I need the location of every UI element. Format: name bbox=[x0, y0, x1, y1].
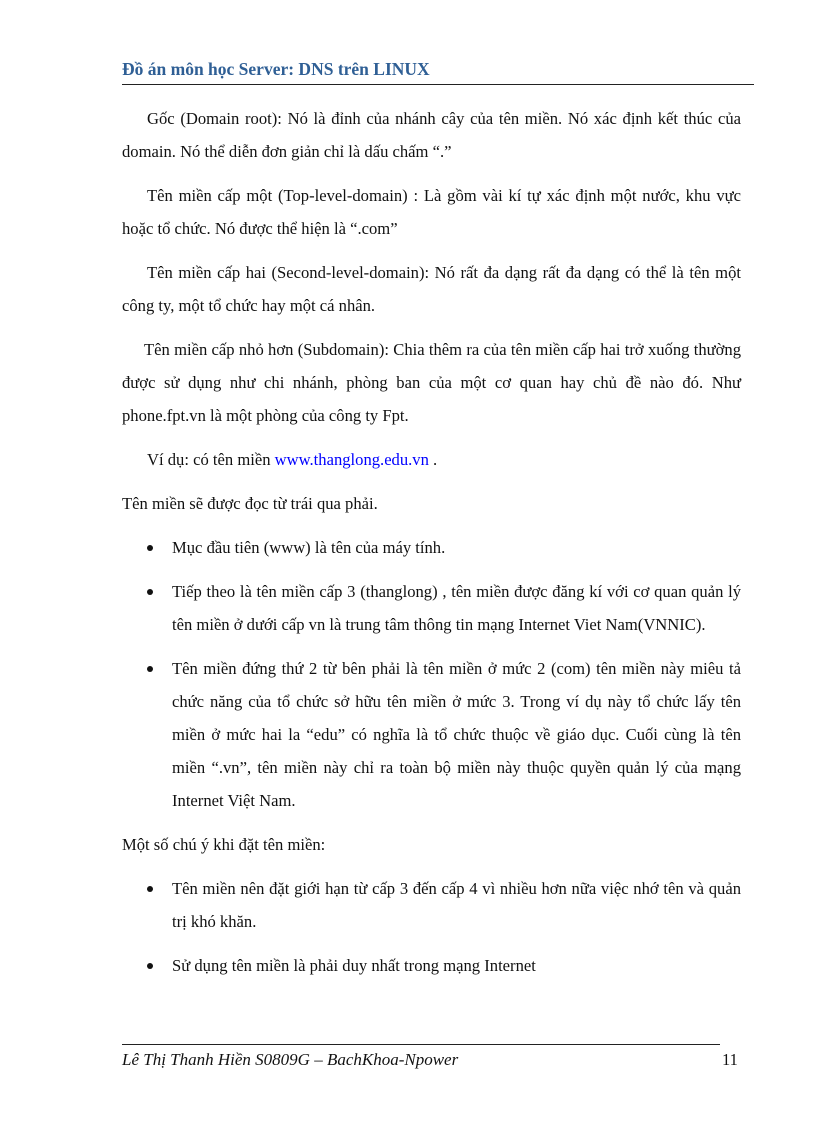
list-item bbox=[122, 531, 741, 564]
example-domain-link[interactable]: www.thanglong.edu.vn bbox=[274, 450, 429, 469]
list-item bbox=[122, 652, 741, 817]
paragraph-read-order: Tên miền sẽ được đọc từ trái qua phải. bbox=[122, 494, 378, 513]
list-item bbox=[122, 575, 741, 641]
list-item-text: Tên miền đứng thứ 2 từ bên phải là tên miền ở mức 2 (com) tên miền này miêu tả chức năng của tổ chức sở hữu tên miền ở mức 3. Trong ví dụ này tổ chức lấy tên miền ở mức hai la “edu” có nghĩa là tổ chức thuộc về giáo dục. Cuối cùng là tên miền “.vn”, tên miền này chỉ ra toàn bộ miền này thuộc quyền quản lý của mạng Internet Việt Nam. bbox=[172, 659, 741, 810]
example-prefix: Ví dụ: có tên miền bbox=[147, 450, 275, 469]
list-item bbox=[122, 949, 741, 982]
page-header bbox=[122, 56, 754, 85]
domain-parts-list bbox=[122, 531, 741, 817]
example-suffix: . bbox=[428, 450, 438, 469]
page-body bbox=[122, 102, 741, 982]
page-number: 11 bbox=[722, 1050, 738, 1069]
naming-notes-list bbox=[122, 872, 741, 982]
paragraph-notes-intro: Một số chú ý khi đặt tên miền: bbox=[122, 835, 326, 854]
list-item bbox=[122, 872, 741, 938]
paragraph-subdomain: Tên miền cấp nhỏ hơn (Subdomain): Chia thêm ra của tên miền cấp hai trở xuống thường được sử dụng như chi nhánh, phòng ban của một cơ quan hay chủ đề nào đó. Như phone.fpt.vn là một phòng của công ty Fpt. bbox=[122, 340, 741, 425]
list-item-text: Mục đầu tiên (www) là tên của máy tính. bbox=[172, 538, 446, 557]
footer-divider bbox=[122, 1044, 720, 1045]
bullet-icon bbox=[147, 963, 153, 969]
bullet-icon bbox=[147, 545, 153, 551]
list-item-text: Tên miền nên đặt giới hạn từ cấp 3 đến cấp 4 vì nhiều hơn nữa việc nhớ tên và quản trị khó khăn. bbox=[172, 879, 741, 931]
header-title: Đồ án môn học Server: DNS trên LINUX bbox=[122, 59, 430, 79]
bullet-icon bbox=[147, 666, 153, 672]
paragraph-example bbox=[122, 443, 741, 476]
bullet-icon bbox=[147, 886, 153, 892]
bullet-icon bbox=[147, 589, 153, 595]
list-item-text: Sử dụng tên miền là phải duy nhất trong mạng Internet bbox=[172, 956, 536, 975]
paragraph-top-level-domain: Tên miền cấp một (Top-level-domain) : Là gồm vài kí tự xác định một nước, khu vực hoặc tổ chức. Nó được thể hiện là “.com” bbox=[122, 186, 741, 238]
footer-author: Lê Thị Thanh Hiền S0809G – BachKhoa-Npower bbox=[122, 1050, 459, 1069]
list-item-text: Tiếp theo là tên miền cấp 3 (thanglong) , tên miền được đăng kí với cơ quan quản lý tên miền ở dưới cấp vn là trung tâm thông tin mạng Internet Viet Nam(VNNIC). bbox=[172, 582, 741, 634]
paragraph-second-level-domain: Tên miền cấp hai (Second-level-domain): Nó rất đa dạng rất đa dạng có thể là tên một công ty, một tổ chức hay một cá nhân. bbox=[122, 263, 741, 315]
paragraph-domain-root: Gốc (Domain root): Nó là đỉnh của nhánh cây của tên miền. Nó xác định kết thúc của domain. Nó thể diễn đơn giản chỉ là dấu chấm “.” bbox=[122, 109, 741, 161]
